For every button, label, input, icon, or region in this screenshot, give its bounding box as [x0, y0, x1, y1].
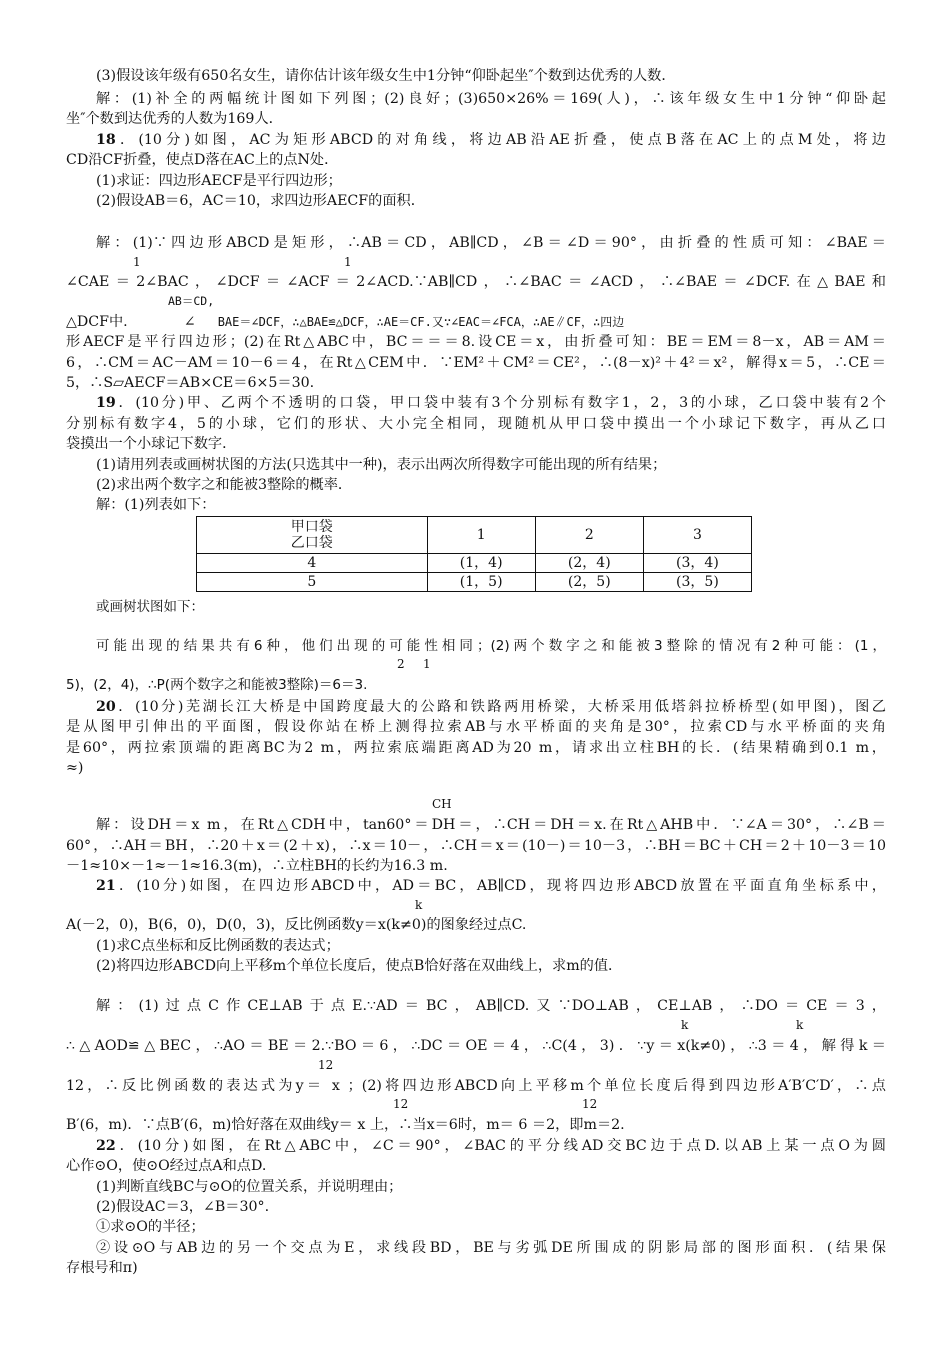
text-line: 60°，∴AH＝BH，∴20＋x＝(2＋x)，∴x＝10－，∴CH＝x＝(10－)＝10－3，∴BH＝BC＋CH＝2＋10－3＝10	[66, 838, 886, 854]
text-line: (2)将四边形ABCD向上平移m个单位长度后，使点B恰好落在双曲线上，求m的值．	[96, 958, 623, 974]
table-row	[197, 554, 752, 573]
question-18-header	[96, 130, 886, 150]
text-line: 5，∴S▱AECF＝AB×CE＝6×5＝30.	[66, 375, 315, 391]
table-cell: (1，4)	[427, 554, 535, 573]
table-row	[197, 573, 752, 592]
table-header-cell: 3	[643, 517, 751, 554]
table-header-cell: 2	[535, 517, 643, 554]
question-text: ．(10分)甲、乙两个不透明的口袋，甲口袋中装有3个分别标有数字1，2，3的小球，乙口袋中装有2个	[115, 395, 886, 411]
text-line: (3)假设该年级有650名女生，请你估计该年级女生中1分钟“仰卧起坐″个数到达优秀的人数．	[96, 68, 676, 84]
corner-label-bottom: 乙口袋	[290, 535, 333, 551]
text-line: 5)，(2，4)，∴P(两个数字之和能被3整除)＝6＝3.	[66, 677, 368, 693]
text-line: (2)求出两个数字之和能被3整除的概率．	[96, 477, 353, 493]
fraction-numerator: 1	[133, 255, 141, 269]
text-part: BAE＝∠DCF，∴△BAE≌△DCF，∴AE＝CF.又∵∠EAC＝∠FCA，∴AE∥CF，∴四边	[217, 315, 625, 329]
text-line: (2)假设AC＝3，∠B＝30°.	[96, 1199, 270, 1215]
text-line: 袋摸出一个小球记下数字．	[66, 436, 237, 452]
table-cell: (3，5)	[643, 573, 751, 592]
text-line: ①求⊙O的半径；	[96, 1219, 205, 1235]
question-number: 19	[96, 395, 116, 411]
text-line: ∠CAE＝2∠BAC，∠DCF＝∠ACF＝2∠ACD.∵AB∥CD，∴∠BAC＝∠ACD，∴∠BAE＝∠DCF.在△BAE和	[66, 274, 886, 290]
question-number: 20	[96, 699, 116, 715]
text-line: ∴△AOD≌△BEC，∴AO＝BE＝2.∵BO＝6，∴DC＝OE＝4，∴C(4，3)．∵y＝x(k≠0)，∴3＝4，解得k＝	[66, 1038, 886, 1054]
text-line: 解：(1)∵四边形ABCD是矩形，∴AB＝CD，AB∥CD，∠B＝∠D＝90°，由折叠的性质可知：∠BAE＝	[96, 235, 886, 251]
brace-condition: AB＝CD,	[168, 294, 215, 308]
fraction-numerator: 12	[318, 1058, 334, 1072]
question-21-header	[96, 876, 886, 896]
table-cell: (3，4)	[643, 554, 751, 573]
fraction-numerator: CH	[432, 797, 452, 811]
fraction-numerator: 12	[393, 1097, 409, 1111]
fraction-numerator: 1	[344, 255, 352, 269]
text-line: ≈)	[66, 760, 84, 776]
text-line: ②设⊙O与AB边的另一个交点为E，求线段BD，BE与劣弧DE所围成的阴影局部的图形面积．(结果保	[96, 1240, 886, 1256]
table-cell: (1，5)	[427, 573, 535, 592]
text-line: (1)判断直线BC与⊙O的位置关系，并说明理由；	[96, 1179, 403, 1195]
table-cell: (2，4)	[535, 554, 643, 573]
fraction-numerator: 12	[582, 1097, 598, 1111]
fraction-numerator: k	[796, 1018, 804, 1032]
fraction-numerator: k	[681, 1018, 689, 1032]
text-line: 解：设DH＝x m，在Rt△CDH中，tan60°＝DH＝，∴CH＝DH＝x.在Rt△AHB中．∵∠A＝30°，∴∠B＝	[96, 817, 886, 833]
question-19-header	[96, 393, 886, 413]
question-number: 22	[96, 1138, 116, 1154]
corner-label-top: 甲口袋	[290, 519, 333, 535]
text-line: A(－2，0)，B(6，0)，D(0，3)，反比例函数y＝x(k≠0)的图象经过点C.	[66, 917, 527, 933]
table-header-row	[197, 517, 752, 554]
question-22-header	[96, 1136, 886, 1156]
fraction-numerator: k	[415, 898, 423, 912]
text-line: 分别标有数字4，5的小球，它们的形状、大小完全相同，现随机从甲口袋中摸出一个小球记下数字，再从乙口	[66, 416, 886, 432]
table-row-label: 5	[197, 573, 428, 592]
fraction-numerator: 2	[397, 657, 405, 671]
question-text: ．(10分)如图，在Rt△ABC中，∠C＝90°，∠BAC的平分线AD交BC边于点D.以AB上某一点O为圆	[115, 1138, 886, 1154]
question-text: ．(10分)如图，AC为矩形ABCD的对角线，将边AB沿AE折叠，使点B落在AC上的点M处，将边	[115, 132, 886, 148]
text-line: 存根号和π)	[66, 1260, 138, 1276]
table-cell: (2，5)	[535, 573, 643, 592]
text-line: 6，∴CM＝AC－AM＝10－6＝4，在Rt△CEM中．∵EM²＋CM²＝CE²，∴(8－x)²＋4²＝x²，解得x＝5，∴CE＝	[66, 355, 886, 371]
text-line: 是从图甲引伸出的平面图，假设你站在桥上测得拉索AB与水平桥面的夹角是30°，拉索CD与水平桥面的夹角	[66, 719, 886, 735]
text-line: －1≈10×－1≈－1≈16.3(m)，∴立柱BH的长约为16.3 m.	[66, 858, 448, 874]
question-text: ．(10分)如图，在四边形ABCD中，AD＝BC，AB∥CD，现将四边形ABCD放置在平面直角坐标系中，	[115, 878, 886, 894]
text-line: 形AECF是平行四边形；(2)在Rt△ABC中，BC＝＝＝8.设CE＝x，由折叠可知：BE＝EM＝8－x，AB＝AM＝	[66, 334, 886, 350]
question-number: 21	[96, 878, 116, 894]
text-line: 解：(1)补全的两幅统计图如下列图；(2)良好；(3)650×26%＝169(人)，∴该年级女生中1分钟“仰卧起	[96, 91, 886, 107]
question-number: 18	[96, 132, 116, 148]
text-line: B′(6，m)．∵点B′(6，m)恰好落在双曲线y＝ x 上，∴当x＝6时，m＝ 6 ＝2，即m＝2.	[66, 1117, 625, 1133]
text-line: (1)请用列表或画树状图的方法(只选其中一种)，表示出两次所得数字可能出现的所有结果；	[96, 457, 667, 473]
text-line: 12，∴反比例函数的表达式为y＝ x ；(2)将四边形ABCD向上平移m个单位长度后得到四边形A′B′C′D′，∴点	[66, 1078, 886, 1094]
question-20-header	[96, 697, 886, 717]
text-line: 或画树状图如下：	[96, 599, 204, 615]
table-row-label: 4	[197, 554, 428, 573]
table-corner-cell	[197, 517, 428, 554]
text-line: 可能出现的结果共有6种，他们出现的可能性相同；(2)两个数字之和能被3整除的情况有2种可能：(1，	[96, 638, 886, 654]
text-line: CD沿CF折叠，使点D落在AC上的点N处．	[66, 152, 339, 168]
outcome-table	[196, 516, 752, 592]
text-line: 解：(1)过点C作CE⊥AB于点E.∵AD＝BC，AB∥CD.又∵DO⊥AB，CE⊥AB，∴DO＝CE＝3，	[96, 998, 886, 1014]
text-line	[66, 312, 886, 332]
text-line: (1)求证：四边形AECF是平行四边形；	[96, 173, 342, 189]
question-text: ．(10分)芜湖长江大桥是中国跨度最大的公路和铁路两用桥梁，大桥采用低塔斜拉桥桥型(如甲图)，图乙	[115, 699, 886, 715]
fraction-numerator: 1	[423, 657, 431, 671]
text-line: 心作⊙O，使⊙O经过点A和点D.	[66, 1158, 267, 1174]
text-line: (1)求C点坐标和反比例函数的表达式；	[96, 938, 340, 954]
text-line: (2)假设AB＝6，AC＝10，求四边形AECF的面积．	[96, 193, 425, 209]
text-part: ∠	[183, 314, 196, 330]
text-line: 坐″个数到达优秀的人数为169人．	[66, 111, 283, 127]
text-part: △DCF中.	[66, 314, 128, 330]
text-line: 是60°，两拉索顶端的距离BC为2 m，两拉索底端距离AD为20 m，请求出立柱BH的长．(结果精确到0.1 m，	[66, 740, 886, 756]
table-header-cell: 1	[427, 517, 535, 554]
text-line: 解：(1)列表如下：	[96, 497, 216, 513]
